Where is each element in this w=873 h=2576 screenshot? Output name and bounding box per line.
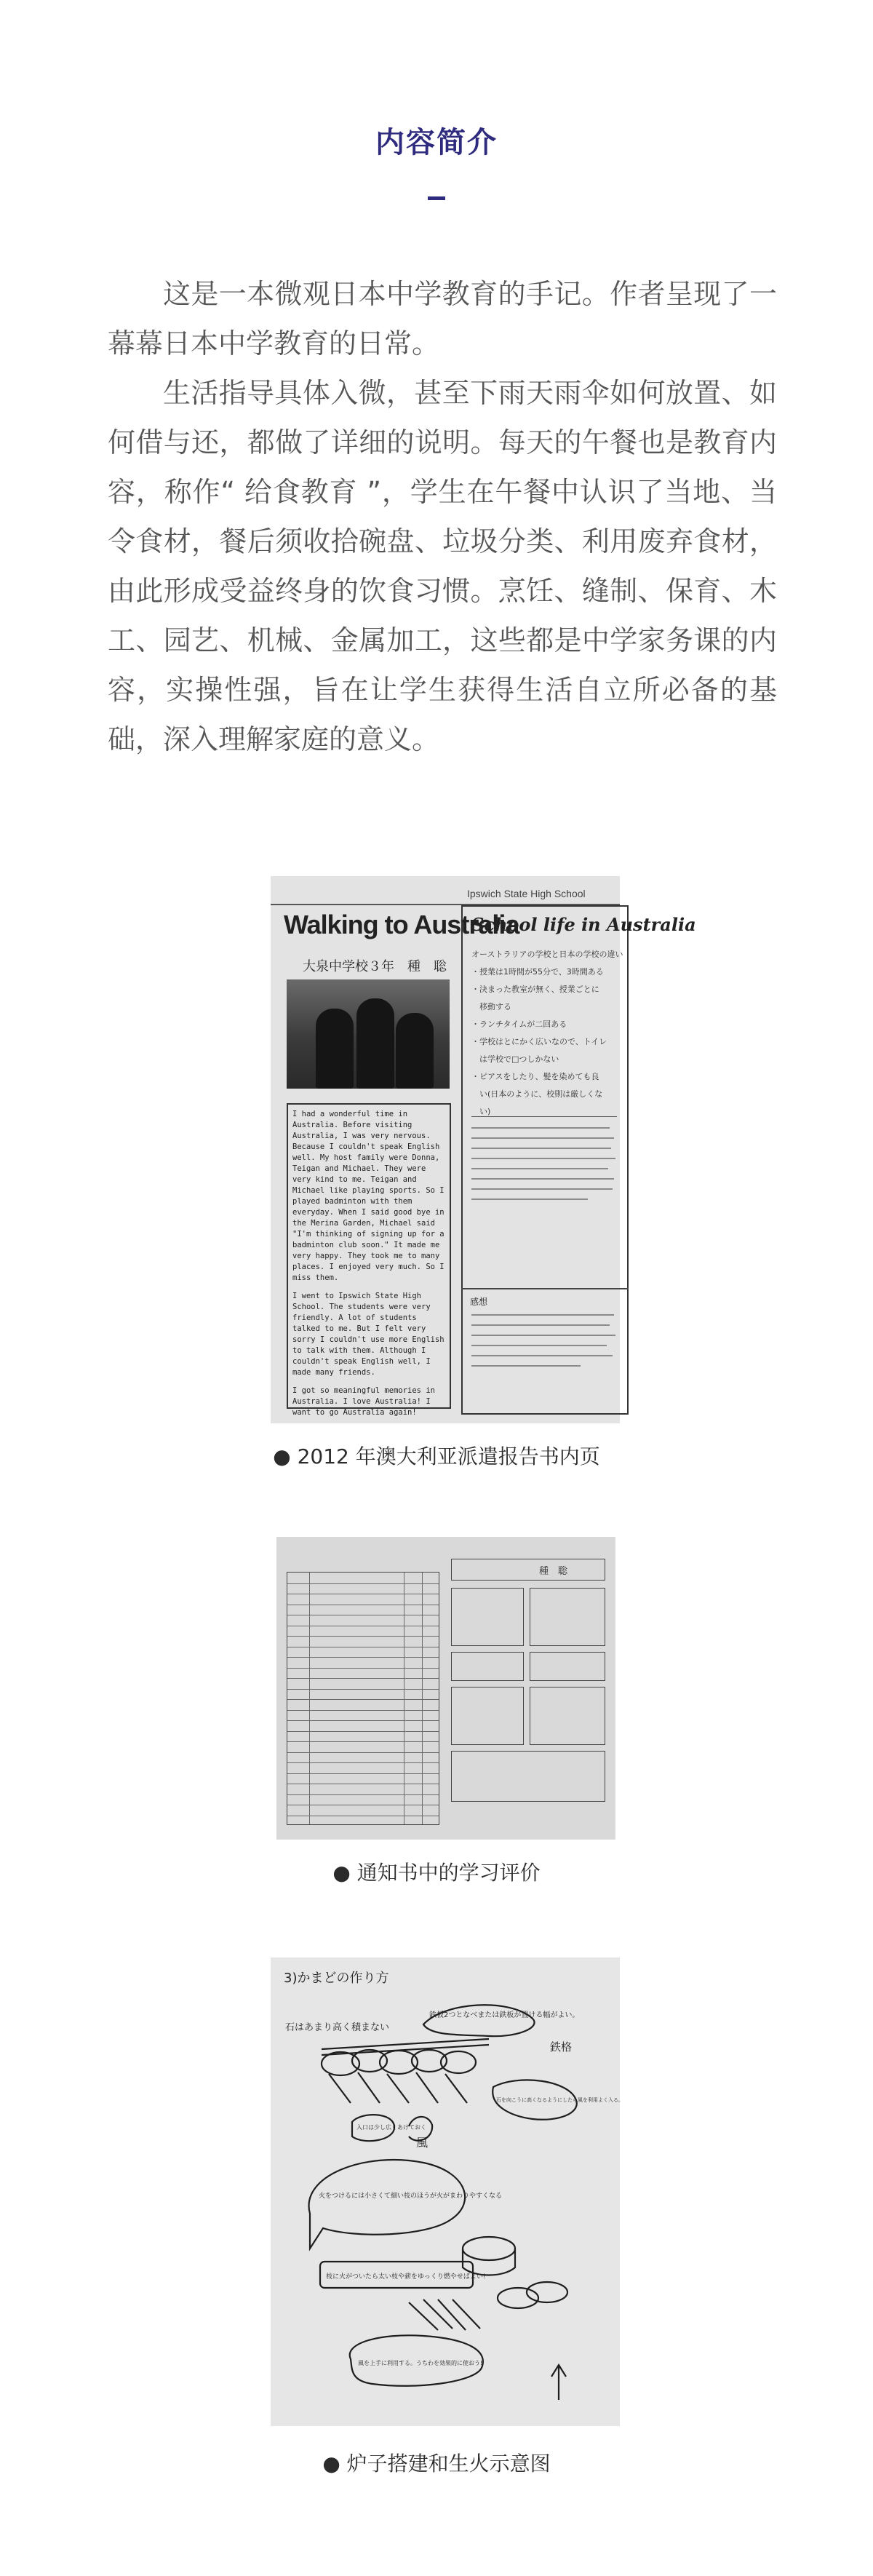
grades-table-row-line xyxy=(287,1583,439,1584)
grades-table-col-line xyxy=(309,1573,310,1824)
photo-person xyxy=(396,1013,434,1089)
report-card-name: 種 聡 xyxy=(539,1566,568,1577)
figure-caption: ● 炉子搭建和生火示意图 xyxy=(322,2452,551,2476)
grades-table-row-line xyxy=(287,1752,439,1753)
grades-table-row-line xyxy=(287,1762,439,1763)
title-divider xyxy=(428,196,445,200)
report-school-header: Ipswich State High School xyxy=(467,888,586,899)
stove-sketch-svg xyxy=(271,1957,623,2426)
sketch-note-mid-left: 入口は少し広くあけておく xyxy=(356,2124,426,2131)
stove-hatching xyxy=(329,2072,467,2103)
right-item: ・授業は1時間が55分で、3時間ある xyxy=(471,967,604,977)
intro-paragraph: 生活指导具体入微，甚至下雨天雨伞如何放置、如何借与还，都做了详细的说明。每天的午餐也是教育内容，称作“ 给食教育 ”，学生在午餐中认识了当地、当令食材，餐后须收拾碗盘、垃圾分类、利用废弃食材，由此形成受益终身的饮食习惯。烹饪、缝制、保育、木工、园艺、机械、金属加工，这些都是中学家务课的内容，实操性强，旨在让学生获得生活自立所必备的基础，深入理解家庭的意义。 xyxy=(108,377,777,755)
grades-table-row-line xyxy=(287,1657,439,1658)
right-item: ・ランチタイムが二回ある xyxy=(471,1019,567,1029)
sketch-note-top-right: 鉄板2つとなべまたは鉄板が置ける幅がよい。 xyxy=(429,2011,580,2019)
grades-table-col-line xyxy=(422,1573,423,1824)
figure-report-card xyxy=(276,1537,615,1840)
sketch-note-box: 枝に火がついたら太い枝や薪をゆっくり燃やせばよい! xyxy=(326,2273,486,2281)
intro-text xyxy=(108,269,777,764)
eval-box xyxy=(451,1687,524,1745)
report-right-paragraph xyxy=(471,1116,617,1295)
grades-table-row-line xyxy=(287,1720,439,1721)
report-impression-text xyxy=(471,1314,617,1375)
figure-stove-sketch xyxy=(271,1957,623,2426)
intro-paragraph: 这是一本微观日本中学教育的手记。作者呈现了一幕幕日本中学教育的日常。 xyxy=(108,278,777,359)
evaluation-panel xyxy=(451,1559,605,1825)
eval-box xyxy=(530,1687,605,1745)
grades-table-row-line xyxy=(287,1678,439,1679)
right-item: 移動する xyxy=(471,1002,511,1011)
report-photo xyxy=(287,979,450,1089)
essay-paragraph: I had a wonderful time in Australia. Before visiting Australia, I was very nervous. Because I couldn't speak English well. My host family were Donna, Teigan and Michael. They were very kind to me. Teigan and Michael like playing sports. So I played badminton with them everyday. When I said good bye in the Merina Garden, Michael said "I'm thinking of signing up for a badminton club soon." It made me very happy. They took me to many places. I enjoyed very much. So I miss them. xyxy=(292,1110,445,1282)
grades-table-row-line xyxy=(287,1794,439,1795)
grades-table-row-line xyxy=(287,1741,439,1742)
report-right-divider xyxy=(461,1288,629,1289)
grades-table-row-line xyxy=(287,1699,439,1700)
right-item: ・学校はとにかく広いなので、トイレ xyxy=(471,1037,607,1046)
right-item: ・決まった教室が無く、授業ごとに xyxy=(471,985,599,994)
grades-table-row-line xyxy=(287,1710,439,1711)
grades-table-row-line xyxy=(287,1773,439,1774)
grades-table-row-line xyxy=(287,1636,439,1637)
grades-table-row-line xyxy=(287,1668,439,1669)
eval-header-box xyxy=(451,1559,605,1581)
sketch-label-iron: 鉄格 xyxy=(550,2040,573,2054)
iron-grate-line xyxy=(322,2039,489,2049)
note-outline xyxy=(423,2005,535,2036)
grades-table xyxy=(287,1572,439,1825)
right-item: ・ピアスをしたり、髪を染めても良 xyxy=(471,1072,599,1081)
figure-caption: ● 通知书中的学习评价 xyxy=(332,1861,541,1885)
sketch-note-bottom: 風を上手に利用する。うちわを効果的に使おう! xyxy=(358,2360,483,2366)
report-left-title: Walking to Australia xyxy=(284,910,519,939)
firewood-lines xyxy=(409,2299,480,2330)
photo-person xyxy=(356,998,394,1089)
grades-table-row-line xyxy=(287,1731,439,1732)
figure-australia-report xyxy=(271,876,696,1423)
stone-shape xyxy=(527,2282,567,2302)
right-item: い(日本のように、校則は厳しくな xyxy=(471,1089,603,1099)
figure-caption: ● 2012 年澳大利亚派遣报告书内页 xyxy=(273,1444,600,1468)
section-title: 内容简介 xyxy=(375,126,498,159)
sketch-note-bubble: 火をつけるには小さくて細い枝のほうが火がまわりやすくなる xyxy=(319,2193,503,2200)
grades-table-row-line xyxy=(287,1689,439,1690)
eval-box xyxy=(451,1588,524,1646)
iron-grate-line xyxy=(322,2045,489,2055)
sketch-note-mid-right: 石を向こうに高くなるようにしたら風を利用よく入る。 xyxy=(496,2097,623,2103)
report-right-title: School life in Australia xyxy=(471,914,696,935)
photo-person xyxy=(316,1009,354,1089)
right-intro: オーストラリアの学校と日本の学校の違い xyxy=(471,950,623,959)
sketch-note-left: 石はあまり高く積まない xyxy=(285,2022,390,2033)
speech-bubble xyxy=(309,2160,466,2249)
report-impression-label: 感想 xyxy=(470,1297,488,1307)
sketch-heading: 3)かまどの作り方 xyxy=(284,1971,389,1986)
sketch-note-wind: 風 xyxy=(416,2136,428,2150)
right-item: は学校で□つしかない xyxy=(471,1054,559,1064)
essay-paragraph: I got so meaningful memories in Australia. I love Australia! I want to go Australia again! xyxy=(292,1386,435,1417)
attendance-box xyxy=(451,1751,605,1802)
stone-shape xyxy=(498,2288,538,2308)
eval-box xyxy=(530,1652,605,1681)
pot-shape xyxy=(463,2237,515,2260)
right-item: い) xyxy=(471,1107,491,1116)
report-essay-box xyxy=(287,1103,451,1417)
eval-box xyxy=(530,1588,605,1646)
eval-box xyxy=(451,1652,524,1681)
report-student-line: 大泉中学校３年 種 聡 xyxy=(303,959,447,974)
report-right-list xyxy=(471,946,623,1121)
essay-paragraph: I went to Ipswich State High School. The students were very friendly. A lot of students talked to me. But I felt very sorry I couldn't use more English to talk with them. Although I couldn't speak English well, I made many friends. xyxy=(292,1292,445,1377)
